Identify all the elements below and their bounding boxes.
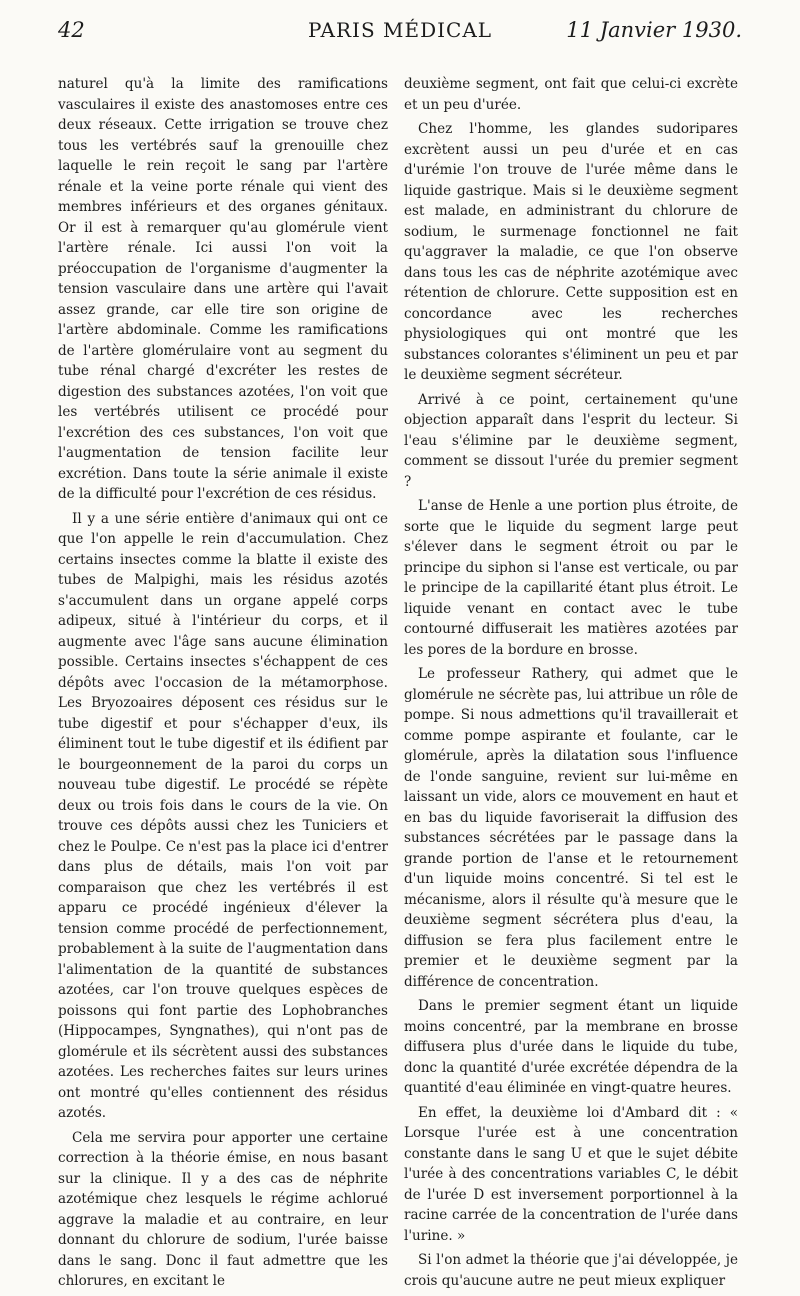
paragraph: naturel qu'à la limite des ramifications vasculaires il existe des anastomoses entre ces deux réseaux. Cette irrigation se trouve chez tous les vertébrés sauf la grenouille chez laquelle le rein reçoit le sang par l'artère rénale et la veine porte rénale qui vient des membres inférieurs et des organes génitaux. Or il est à remarquer qu'au glomérule vient l'artère rénale. Ici aussi l'on voit la préoccupation de l'organisme d'augmenter la tension vasculaire dans une artère qui l'avait assez grande, car elle tire son origine de l'artère abdominale. Comme les ramifications de l'artère glomérulaire vont au segment du tube rénal chargé d'excréter les restes de digestion des substances azotées, l'on voit que les vertébrés utilisent ce procédé pour l'excrétion des ces substances, l'on voit que l'augmentation de tension facilite leur excrétion. Dans toute la série animale il existe de la difficulté pour l'excrétion de ces résidus.: [58, 76, 388, 502]
left-column: [58, 74, 388, 1296]
paragraph: Il y a une série entière d'animaux qui ont ce que l'on appelle le rein d'accumulation. Chez certains insectes comme la blatte il existe des tubes de Malpighi, mais les résidus azotés s'accumulent dans un organe appelé corps adipeux, situé à l'intérieur du corps, et il augmente avec l'âge sans aucune élimination possible. Certains insectes s'échappent de ces dépôts avec l'occasion de la métamorphose. Les Bryozoaires déposent ces résidus sur le tube digestif et pour s'échapper d'eux, ils éliminent tout le tube digestif et ils édifient par le bourgeonnement de la paroi du corps un nouveau tube digestif. Le procédé se répète deux ou trois fois dans le cours de la vie. On trouve ces dépôts aussi chez les Tuniciers et chez le Poulpe. Ce n'est pas la place ici d'entrer dans plus de détails, mais l'on voit par comparaison que chez les vertébrés il est apparu ce procédé ingénieux d'élever la tension comme procédé de perfectionnement, probablement à la suite de l'augmentation dans l'alimentation de la quantité de substances azotées, car l'on trouve quelques espèces de poissons qui font partie des Lophobranches (Hippocampes, Syngnathes), qui n'ont pas de glomérule et ils sécrètent aussi des substances azotées. Les recherches faites sur leurs urines ont montré qu'elles contiennent des résidus azotés.: [58, 510, 388, 1121]
page-header: [58, 18, 742, 52]
issue-date: 11 Janvier 1930.: [566, 18, 742, 42]
page-number: 42: [58, 18, 85, 42]
journal-title: PARIS MÉDICAL: [307, 18, 493, 42]
paragraph: En effet, la deuxième loi d'Ambard dit : « Lorsque l'urée est à une concentration constante dans le sang U et que le sujet débite l'urée à des concentrations variables C, le débit de l'urée D est inversement porportionnel à la racine carrée de la concentration de l'urée dans l'urine. »: [404, 1104, 738, 1244]
paragraph: deuxième segment, ont fait que celui-ci excrète et un peu d'urée.: [404, 76, 738, 113]
paragraph: Chez l'homme, les glandes sudoripares excrètent aussi un peu d'urée et en cas d'urémie l'on trouve de l'urée même dans le liquide gastrique. Mais si le deuxième segment est malade, en administrant du chlorure de sodium, le surmenage fonctionnel ne fait qu'aggraver la maladie, ce que l'on observe dans tous les cas de néphrite azotémique avec rétention de chlorure. Cette supposition est en concordance avec les recherches physiologiques qui ont montré que les substances colorantes s'éliminent un peu et par le deuxième segment sécréteur.: [404, 121, 738, 383]
paragraph: Si l'on admet la théorie que j'ai développée, je crois qu'aucune autre ne peut mieux expliquer: [404, 1252, 738, 1289]
paragraph: Dans le premier segment étant un liquide moins concentré, par la membrane en brosse diffusera plus d'urée dans le liquide du tube, donc la quantité d'urée excrétée dépendra de la quantité d'eau éliminée en vingt-quatre heures.: [404, 998, 738, 1096]
right-column: [404, 74, 738, 1295]
paragraph: Arrivé à ce point, certainement qu'une objection apparaît dans l'esprit du lecteur. Si l'eau s'élimine par le deuxième segment, comment se dissout l'urée du premier segment ?: [404, 391, 738, 490]
paragraph: Cela me servira pour apporter une certaine correction à la théorie émise, en nous basant sur la clinique. Il y a des cas de néphrite azotémique chez lesquels le régime achlorué aggrave la maladie et au contraire, en leur donnant du chlorure de sodium, l'urée baisse dans le sang. Donc il faut admettre que les chlorures, en excitant le: [58, 1129, 388, 1289]
paragraph: Le professeur Rathery, qui admet que le glomérule ne sécrète pas, lui attribue un rôle de pompe. Si nous admettions qu'il travaillerait et comme pompe aspirante et foulante, car le glomérule, après la dilatation sous l'influence de l'onde sanguine, revient sur lui-même en laissant un vide, alors ce mouvement en haut et en bas du liquide favoriserait la diffusion des substances sécrétées par le passage dans la grande portion de l'anse et le retournement d'un liquide moins concentré. Si tel est le mécanisme, alors il résulte qu'à mesure que le deuxième segment sécrétera plus d'eau, la diffusion se fera plus facilement entre le premier et le deuxième segment par la différence de concentration.: [404, 666, 738, 990]
paragraph: L'anse de Henle a une portion plus étroite, de sorte que le liquide du segment large peut s'élever dans le segment étroit ou par le principe du siphon si l'anse est verticale, ou par le principe de la capillarité étant plus étroit. Le liquide venant en contact avec le tube contourné diffuserait les matières azotées par les pores de la bordure en brosse.: [404, 498, 738, 658]
